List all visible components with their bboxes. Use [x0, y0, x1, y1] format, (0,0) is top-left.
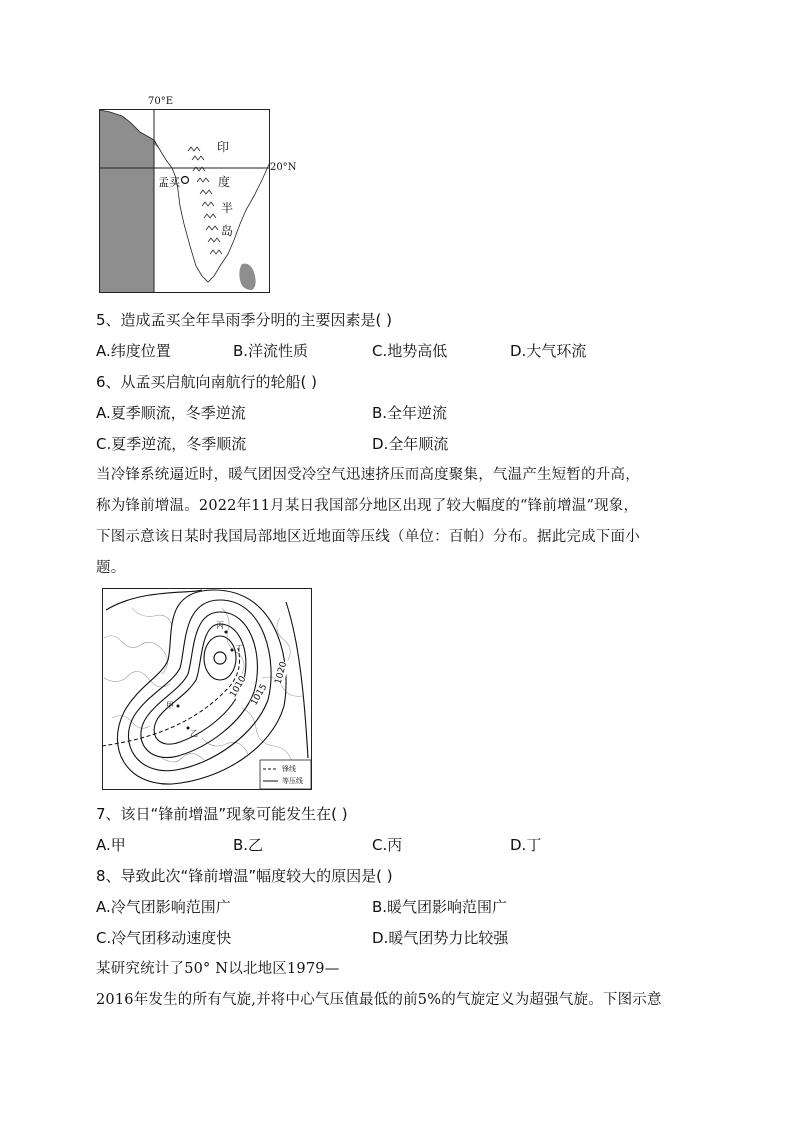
sri-lanka: [239, 264, 255, 290]
point-ding: [231, 649, 234, 652]
legend-label-isobar: 等压线: [282, 777, 303, 785]
isobar-map-figure: [102, 588, 312, 790]
passage2-line-1: 某研究统计了50° N以北地区1979—: [96, 961, 340, 977]
passage1-line-3: 下图示意该日某时我国局部地区近地面等压线（单位：百帕）分布。据此完成下面小: [96, 529, 640, 545]
q5-option-a: A.纬度位置: [96, 342, 171, 360]
passage1-line-2: 称为锋前增温。2022年11月某日我国部分地区出现了较大幅度的“锋前增温”现象，: [96, 498, 639, 514]
lon-label: 70°E: [148, 96, 174, 107]
q7-option-d: D.丁: [510, 836, 542, 854]
label-yi: 乙: [190, 729, 198, 738]
q5-option-c: C.地势高低: [372, 342, 448, 360]
q6-option-b: B.全年逆流: [372, 404, 448, 422]
q8-option-a: A.冷气团影响范围广: [96, 898, 231, 916]
q5-stem: 5、造成孟买全年旱雨季分明的主要因素是( ): [96, 311, 393, 329]
q6-option-c: C.夏季逆流，冬季顺流: [96, 435, 247, 453]
label-jia: 甲: [166, 701, 174, 710]
low-center-marker: [214, 652, 226, 664]
isobar-map-frame: [103, 589, 312, 790]
q5-option-b: B.洋流性质: [233, 342, 309, 360]
q6-option-d: D.全年顺流: [372, 435, 449, 453]
q6-stem: 6、从孟买启航向南航行的轮船( ): [96, 373, 318, 391]
india-map: [96, 96, 306, 296]
india-land: [154, 110, 270, 282]
isobar-map: [102, 588, 312, 790]
q8-option-b: B.暖气团影响范围广: [372, 898, 508, 916]
point-bing: [225, 631, 228, 634]
passage2-line-2: 2016年发生的所有气旋,并将中心气压值最低的前5%的气旋定义为超强气旋。下图示意: [96, 992, 662, 1008]
peninsula-char-1: 印: [217, 140, 230, 154]
passage1-line-1: 当冷锋系统逼近时，暖气团因受冷空气迅速挤压而高度聚集，气温产生短暂的升高，: [96, 467, 640, 483]
lat-label: 20°N: [270, 162, 297, 173]
point-jia: [177, 705, 180, 708]
mumbai-marker: [182, 177, 189, 184]
q7-option-a: A.甲: [96, 836, 126, 854]
q7-stem: 7、该日“锋前增温”现象可能发生在( ): [96, 805, 348, 823]
label-ding: 丁: [235, 644, 243, 653]
legend-label-front: 锋线: [282, 765, 296, 773]
peninsula-char-4: 岛: [221, 224, 234, 238]
india-map-figure: [96, 96, 306, 296]
q7-option-c: C.丙: [372, 836, 403, 854]
q6-option-a: A.夏季顺流，冬季逆流: [96, 404, 246, 422]
city-label: 孟买: [158, 176, 180, 189]
q8-option-d: D.暖气团势力比较强: [372, 929, 509, 947]
isobar-label-1020: 1020: [273, 660, 290, 686]
peninsula-char-3: 半: [221, 201, 234, 215]
label-bing: 丙: [216, 621, 224, 630]
isobar-label-1010: 1010: [228, 674, 249, 700]
passage1-line-4: 题。: [96, 560, 126, 576]
isobar-label-1015: 1015: [249, 682, 270, 708]
q8-stem: 8、导致此次“锋前增温”幅度较大的原因是( ): [96, 867, 393, 885]
q8-option-c: C.冷气团移动速度快: [96, 929, 232, 947]
q5-option-d: D.大气环流: [510, 342, 587, 360]
land-area: [100, 110, 154, 292]
peninsula-char-2: 度: [218, 175, 231, 189]
q7-option-b: B.乙: [233, 836, 264, 854]
